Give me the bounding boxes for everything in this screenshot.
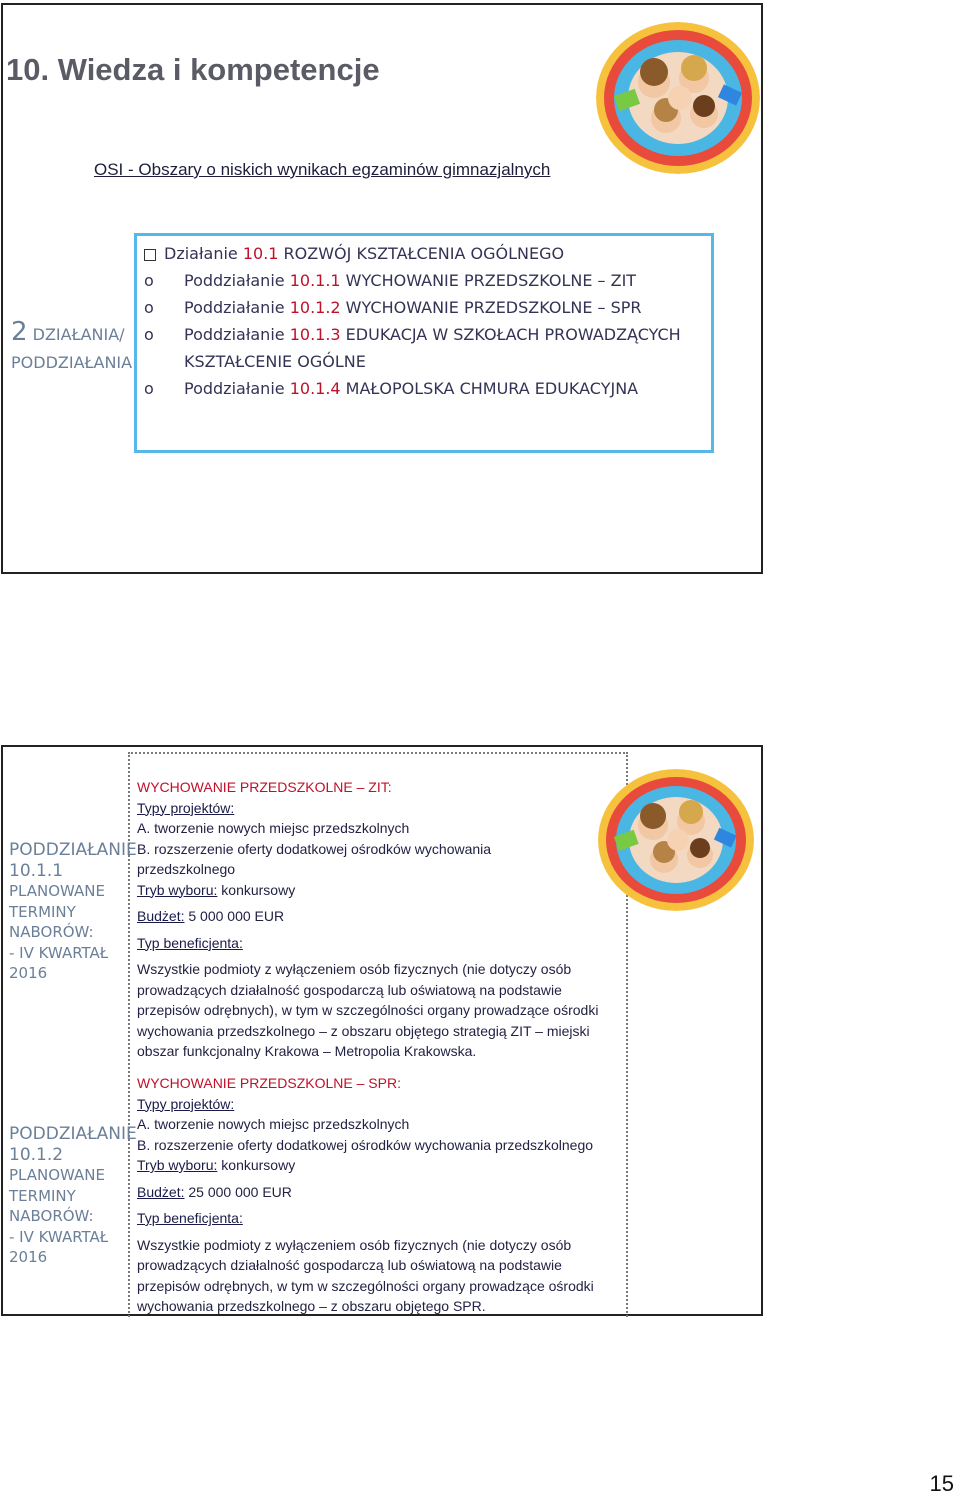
side-b-line: NABORÓW: (9, 1207, 94, 1225)
page-number: 15 (929, 1471, 954, 1496)
zit-section (137, 777, 598, 1062)
spr-type-a: A. tworzenie nowych miejsc przedszkolnych (137, 1116, 410, 1132)
spr-beneficiary-text: Wszystkie podmioty z wyłączeniem osób fizycznych (nie dotyczy osób prowadzących działalność gospodarczą lub oświatową na podstawie przepisów odrębnych, w tym w szczególności organy prowadzące ośrodki wychowania przedszkolnego – z obszaru objętego SPR. (137, 1236, 594, 1314)
sub-prefix: Poddziałanie (184, 271, 290, 290)
bullet-icon: o (144, 298, 154, 317)
zit-budget: Budżet: 5 000 000 EUR (137, 908, 285, 924)
side-a-line: - IV KWARTAŁ (9, 943, 109, 962)
side-b-line: PLANOWANE (9, 1166, 106, 1184)
zit-heading: WYCHOWANIE PRZEDSZKOLNE – ZIT: (137, 779, 392, 795)
side-b-line: PODDZIAŁANIE (9, 1124, 137, 1144)
side-a-line: PODDZIAŁANIE (9, 840, 137, 860)
main-action-number: 10.1 (242, 244, 279, 263)
side-a-line: TERMINY (9, 902, 76, 921)
zit-mode: Tryb wyboru: konkursowy (137, 881, 296, 898)
sub-prefix: Poddziałanie (184, 298, 290, 317)
sub-name: MAŁOPOLSKA CHMURA EDUKACYJNA (340, 379, 639, 398)
main-action (144, 240, 681, 267)
sidebar-10-1-2 (9, 1124, 137, 1268)
side-a-line: PLANOWANE (9, 882, 106, 900)
side-count: 2 (11, 317, 28, 347)
side-b-line: 2016 (9, 1248, 48, 1266)
slide-subtitle: OSI - Obszary o niskich wynikach egzaminów gimnazjalnych (94, 160, 551, 179)
bullet-icon: o (144, 271, 154, 290)
children-photo (596, 22, 760, 174)
zit-type-b-cont: przedszkolnego (137, 861, 236, 877)
sub-number: 10.1.3 (289, 325, 341, 344)
children-photo-icon (596, 22, 760, 174)
zit-beneficiary-label: Typ beneficjenta: (137, 934, 243, 951)
sub-action-1 (144, 267, 681, 294)
checkbox-bullet-icon (144, 249, 156, 261)
sub-prefix: Poddziałanie (184, 325, 290, 344)
sub-action-4 (144, 375, 681, 402)
sub-action-2 (144, 294, 681, 321)
sub-number: 10.1.2 (289, 298, 341, 317)
sub-prefix: Poddziałanie (184, 379, 290, 398)
sub-name: WYCHOWANIE PRZEDSZKOLNE – SPR (340, 298, 642, 317)
children-photo-icon (598, 769, 754, 911)
side-a-line: 10.1.1 (9, 860, 64, 881)
sub-number: 10.1.4 (289, 379, 341, 398)
spr-type-b: B. rozszerzenie oferty dodatkowej ośrodków wychowania przedszkolnego (137, 1136, 594, 1153)
bullet-icon: o (144, 325, 154, 344)
children-photo (598, 769, 754, 911)
sub-name: WYCHOWANIE PRZEDSZKOLNE – ZIT (340, 271, 637, 290)
spr-section (137, 1073, 594, 1317)
spr-mode: Tryb wyboru: konkursowy (137, 1157, 296, 1173)
bullet-icon: o (144, 379, 154, 398)
side-b-line: - IV KWARTAŁ (9, 1227, 109, 1246)
slide1-side-label (11, 318, 132, 377)
spr-budget: Budżet: 25 000 000 EUR (137, 1183, 292, 1200)
side-a-line: 2016 (9, 964, 48, 982)
slide-title: 10. Wiedza i kompetencje (6, 52, 380, 87)
zit-type-b: B. rozszerzenie oferty dodatkowej ośrodków wychowania (137, 840, 492, 857)
side-line-1: DZIAŁANIA/ (32, 325, 125, 344)
actions-list (144, 240, 681, 402)
zit-beneficiary-text: Wszystkie podmioty z wyłączeniem osób fizycznych (nie dotyczy osób prowadzących działalność gospodarczą lub oświatową na podstawie przepisów odrębnych), w tym w szczególności organy prowadzące ośrodki wychowania przedszkolnego – z obszaru objętego strategią ZIT – miejski obszar funkcjonalny Krakowa – Metropolia Krakowska. (137, 961, 599, 1059)
side-line-2: PODDZIAŁANIA (11, 353, 133, 372)
sub-action-3 (144, 321, 681, 348)
zit-type-a: A. tworzenie nowych miejsc przedszkolnych (137, 820, 410, 836)
main-action-name: ROZWÓJ KSZTAŁCENIA OGÓLNEGO (278, 244, 565, 263)
side-b-line: 10.1.2 (9, 1144, 64, 1165)
spr-types-label: Typy projektów: (137, 1095, 235, 1112)
side-a-line: NABORÓW: (9, 923, 94, 941)
sidebar-10-1-1 (9, 840, 137, 984)
main-action-prefix: Działanie (164, 244, 243, 263)
sub-name: EDUKACJA W SZKOŁACH PROWADZĄCYCH (340, 325, 681, 344)
sub-name-cont: KSZTAŁCENIE OGÓLNE (184, 352, 366, 371)
spr-heading: WYCHOWANIE PRZEDSZKOLNE – SPR: (137, 1075, 401, 1091)
side-b-line: TERMINY (9, 1186, 76, 1205)
sub-action-3-cont (144, 348, 681, 375)
spr-beneficiary-label: Typ beneficjenta: (137, 1210, 243, 1226)
sub-number: 10.1.1 (289, 271, 341, 290)
zit-types-label: Typy projektów: (137, 799, 235, 816)
